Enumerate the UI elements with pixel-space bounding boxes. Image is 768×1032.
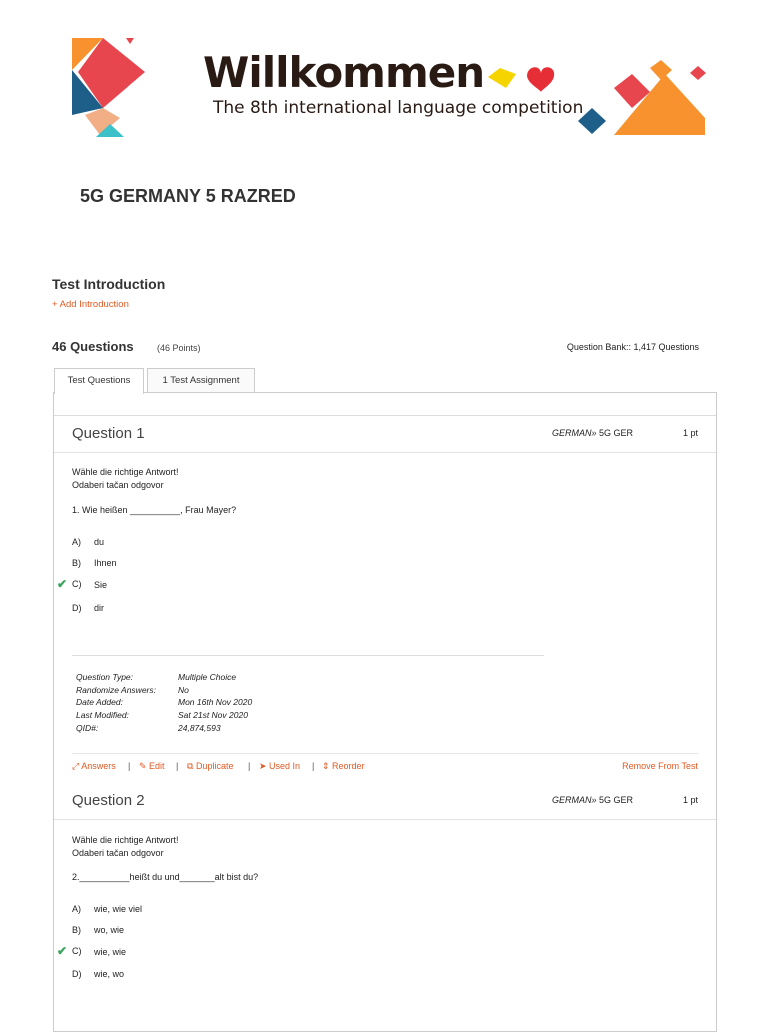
category-subject: GERMAN» (551, 795, 597, 805)
option-text: Ihnen (94, 558, 117, 568)
meta-values (178, 671, 252, 735)
question-actions-bar (72, 753, 698, 778)
meta-value-last-modified: Sat 21st Nov 2020 (178, 710, 248, 721)
total-points: (46 Points) (157, 343, 201, 353)
category-subject: GERMAN» (551, 428, 597, 438)
separator: | (128, 761, 131, 771)
category-name: 5G GER (596, 428, 633, 438)
meta-label-randomize: Randomize Answers: (76, 684, 156, 695)
option-text: du (94, 537, 105, 547)
expand-icon: ⤢ (72, 761, 82, 771)
banner-brand: Willkommen (203, 48, 485, 97)
edit-button[interactable]: ✎ Edit (139, 761, 165, 771)
option-letter: C) (72, 946, 82, 956)
add-introduction-link[interactable]: + Add Introduction (52, 299, 129, 310)
option-letter: A) (72, 537, 81, 547)
panel-toolbar-strip (54, 393, 716, 416)
meta-label-type: Question Type: (76, 672, 134, 682)
option-letter: C) (72, 579, 82, 589)
reorder-button[interactable]: ⇕ Reorder (322, 761, 365, 771)
question-prompt: 2.__________heißt du und_______alt bist du? (72, 872, 259, 882)
meta-label-last-modified: Last Modified: (76, 710, 129, 721)
option-letter: B) (72, 925, 81, 935)
question-title: Question 1 (72, 425, 145, 442)
option-letter: B) (72, 558, 81, 568)
correct-answer-check-icon: ✔ (57, 944, 68, 958)
category-name: 5G GER (596, 795, 633, 805)
option-text: wie, wie (94, 947, 127, 957)
question-count: 46 Questions (52, 339, 134, 354)
meta-value-date-added: Mon 16th Nov 2020 (178, 697, 253, 708)
option-text: dir (94, 603, 105, 613)
question-instruction: Wähle die richtige Antwort! (72, 467, 179, 477)
used-in-button[interactable]: ➤ Used In (259, 761, 301, 771)
correct-answer-check-icon: ✔ (57, 577, 68, 591)
meta-value-randomize: No (178, 684, 189, 695)
option-letter: D) (72, 969, 82, 979)
meta-labels (76, 671, 156, 735)
question-prompt: 1. Wie heißen __________, Frau Mayer? (72, 505, 237, 515)
question-points: 1 pt (682, 795, 698, 805)
duplicate-button[interactable]: ⧉ Duplicate (187, 761, 234, 771)
pencil-icon: ✎ (139, 761, 150, 771)
question-header (54, 416, 716, 453)
question-instruction-translation: Odaberi tačan odgovor (72, 848, 164, 858)
question-header (54, 783, 716, 820)
question-instruction: Wähle die richtige Antwort! (72, 835, 179, 845)
option-letter: A) (72, 904, 81, 914)
meta-value-qid: 24,874,593 (178, 722, 221, 733)
sort-icon: ⇕ (322, 761, 333, 771)
question-title: Question 2 (72, 792, 145, 809)
meta-divider (72, 655, 544, 656)
separator: | (176, 761, 179, 771)
option-text: wo, wie (94, 925, 125, 935)
question-category[interactable] (552, 428, 633, 438)
question-category[interactable] (552, 795, 633, 805)
send-icon: ➤ (259, 761, 270, 771)
banner-tagline: The 8th international language competition (213, 98, 584, 118)
question-bank-count: Question Bank:: 1,417 Questions (566, 342, 699, 352)
question-points: 1 pt (682, 428, 698, 438)
test-title: 5G GERMANY 5 RAZRED (80, 186, 296, 206)
option-text: wie, wie viel (94, 904, 143, 914)
separator: | (248, 761, 251, 771)
copy-icon: ⧉ (187, 761, 196, 771)
remove-from-test-button[interactable]: Remove From Test (622, 761, 698, 771)
tab-test-questions[interactable]: Test Questions (54, 368, 144, 394)
tab-test-assignment[interactable]: 1 Test Assignment (147, 368, 255, 392)
intro-heading: Test Introduction (52, 276, 166, 292)
option-text: Sie (94, 580, 108, 590)
separator: | (312, 761, 315, 771)
meta-label-date-added: Date Added: (76, 697, 123, 708)
meta-value-type: Multiple Choice (178, 672, 237, 682)
option-letter: D) (72, 603, 82, 613)
question-instruction-translation: Odaberi tačan odgovor (72, 480, 164, 490)
option-text: wie, wo (94, 969, 125, 979)
meta-label-qid: QID#: (76, 722, 99, 733)
answers-button[interactable]: ⤢ Answers (72, 761, 116, 771)
